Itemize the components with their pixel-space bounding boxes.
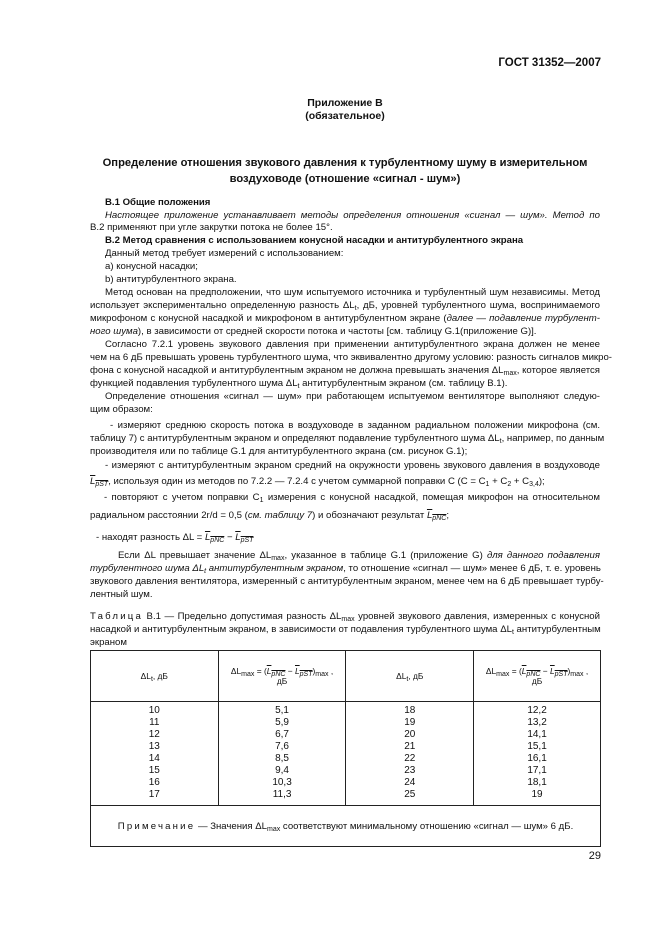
text-line: - повторяют с учетом поправки $С_1$ измерения с конусной насадкой, помещая микрофон на относительном xyxy=(104,492,600,504)
text-line: звукового давления вентилятора, измеренный с антитурбулентным экраном, менее чем на 6 дБ превышает турбу- xyxy=(90,576,604,587)
text-line: производителя или по таблице G.1 для антитурбулентного экрана (см. рисунок G.1); xyxy=(90,446,468,457)
l-pst-symbol: $L_{pST}$ xyxy=(90,476,109,488)
table-note: Примечание — Значения $\Delta L_{max}$ соответствуют минимальному отношению «сигнал — шум» 6 дБ. xyxy=(91,806,601,847)
text-line: функцией подавления турбулентного шума $\Delta L_t$ антитурбулентным экраном (см. таблицу В.1). xyxy=(90,378,508,390)
text-line: использует экспериментально определенную разность $\Delta L_t$, дБ, уровней турбулентного шума, воспринимаемого xyxy=(90,300,600,312)
standard-number: ГОСТ 31352—2007 xyxy=(498,57,601,69)
text-line: лентный шум. xyxy=(90,589,153,600)
l-pnc-symbol: $L_{pNC}$ xyxy=(426,510,447,522)
table-column-values: 18 19 20 21 22 23 24 25 xyxy=(346,702,474,806)
table-caption: экраном xyxy=(90,637,127,648)
text-line: фона с конусной насадкой и антитурбулентным экраном не должна превышать значения $\Delta L_{max}$, которое является xyxy=(90,365,600,377)
column-header: $\Delta L_t$, дБ xyxy=(91,651,219,702)
appendix-title: Приложение В xyxy=(307,97,383,109)
section-b1-title: В.1 Общие положения xyxy=(105,197,211,208)
text-line: $L_{pST}$, используя один из методов по 7.2.2 — 7.2.4 с учетом суммарной поправки С $(С = С_1 + С_2 + С_{3,4})$; xyxy=(90,476,545,488)
text-line: Данный метод требует измерений с использованием: xyxy=(105,248,344,259)
text-line: ного шума), в зависимости от средней скорости потока и частоты [см. таблицу G.1(приложение G)]. xyxy=(90,326,537,337)
text-line: Если ΔL превышает значение $\Delta L_{max}$, указанное в таблице G.1 (приложение G) для данного подавления xyxy=(118,550,600,562)
table-column-values: 5,1 5,9 6,7 7,6 8,5 9,4 10,3 11,3 xyxy=(218,702,346,806)
table-caption: Таблица В.1 — Предельно допустимая разность $\Delta L_{max}$ уровней звукового давления, измеренных с конусной xyxy=(90,611,600,623)
page-number: 29 xyxy=(588,850,601,862)
list-item: b) антитурбулентного экрана. xyxy=(105,274,237,285)
text-line: В.2 применяют при угле закрутки потока не более 15°. xyxy=(90,222,333,233)
text-line: Определение отношения «сигнал — шум» при работающем испытуемом вентиляторе выполняют следую- xyxy=(105,391,600,402)
text-line: - измеряют среднюю скорость потока в воздуховоде в заданном радиальном положении микрофона (см. xyxy=(110,420,600,431)
column-header: $\Delta L_{max} = (L_{pNC} - L_{pST})_{max}$ , дБ xyxy=(474,651,601,702)
text-line: щим образом: xyxy=(90,404,153,415)
text-line: - находят разность $\Delta L = L_{pNC} - L_{pST}$ xyxy=(96,532,254,544)
appendix-heading-line1: Определение отношения звукового давления к турбулентному шуму в измерительном xyxy=(102,157,588,169)
list-item: a) конусной насадки; xyxy=(105,261,198,272)
section-b2-title: В.2 Метод сравнения с использованием конусной насадки и антитурбулентного экрана xyxy=(105,235,524,246)
text-line: Согласно 7.2.1 уровень звукового давления при применении антитурбулентного экрана должен не менее xyxy=(105,339,600,350)
text-line: чем на 6 дБ превышать уровень турбулентного шума, что эквивалентно другому условию: разность сигналов микро- xyxy=(90,352,612,363)
text-line: микрофоном с конусной насадкой и микрофоном в антитурбулентном экране (далее — подавление турбулент- xyxy=(90,313,600,324)
column-header: $\Delta L_t$, дБ xyxy=(346,651,474,702)
text-line: - измеряют с антитурбулентным экраном средний на окружности уровень звукового давления в воздуховоде xyxy=(105,460,600,471)
text-line: турбулентного шума $\Delta L_t$ антитурбулентным экраном, то отношение «сигнал — шум» менее 6 дБ, т. е. уровень xyxy=(90,563,601,575)
column-header: $\Delta L_{max} = (L_{pNC} - L_{pST})_{max}$ , дБ xyxy=(218,651,346,702)
table-column-values: 12,2 13,2 14,1 15,1 16,1 17,1 18,1 19 xyxy=(474,702,601,806)
table-column-values: 10 11 12 13 14 15 16 17 xyxy=(91,702,219,806)
appendix-heading-line2: воздуховоде (отношение «сигнал - шум») xyxy=(229,173,461,185)
text-line: таблицу 7) с антитурбулентным экраном и определяют подавление турбулентного шума $\Delta L_t$, например, по данным xyxy=(90,433,605,445)
text-line: Метод основан на предположении, что шум испытуемого источника и турбулентный шум независимы. Метод xyxy=(105,287,600,298)
table-b1 xyxy=(90,650,601,847)
appendix-status: (обязательное) xyxy=(305,110,385,122)
table-caption: насадкой и антитурбулентным экраном, в зависимости от подавления турбулентного шума $\Delta L_t$ антитурбулентным xyxy=(90,624,601,636)
text-line: радиальном расстоянии 2r/d = 0,5 (см. таблицу 7) и обозначают результат $L_{pNC}$; xyxy=(90,510,449,522)
text-line: Настоящее приложение устанавливает методы определения отношения «сигнал — шум». Метод по xyxy=(105,210,600,221)
